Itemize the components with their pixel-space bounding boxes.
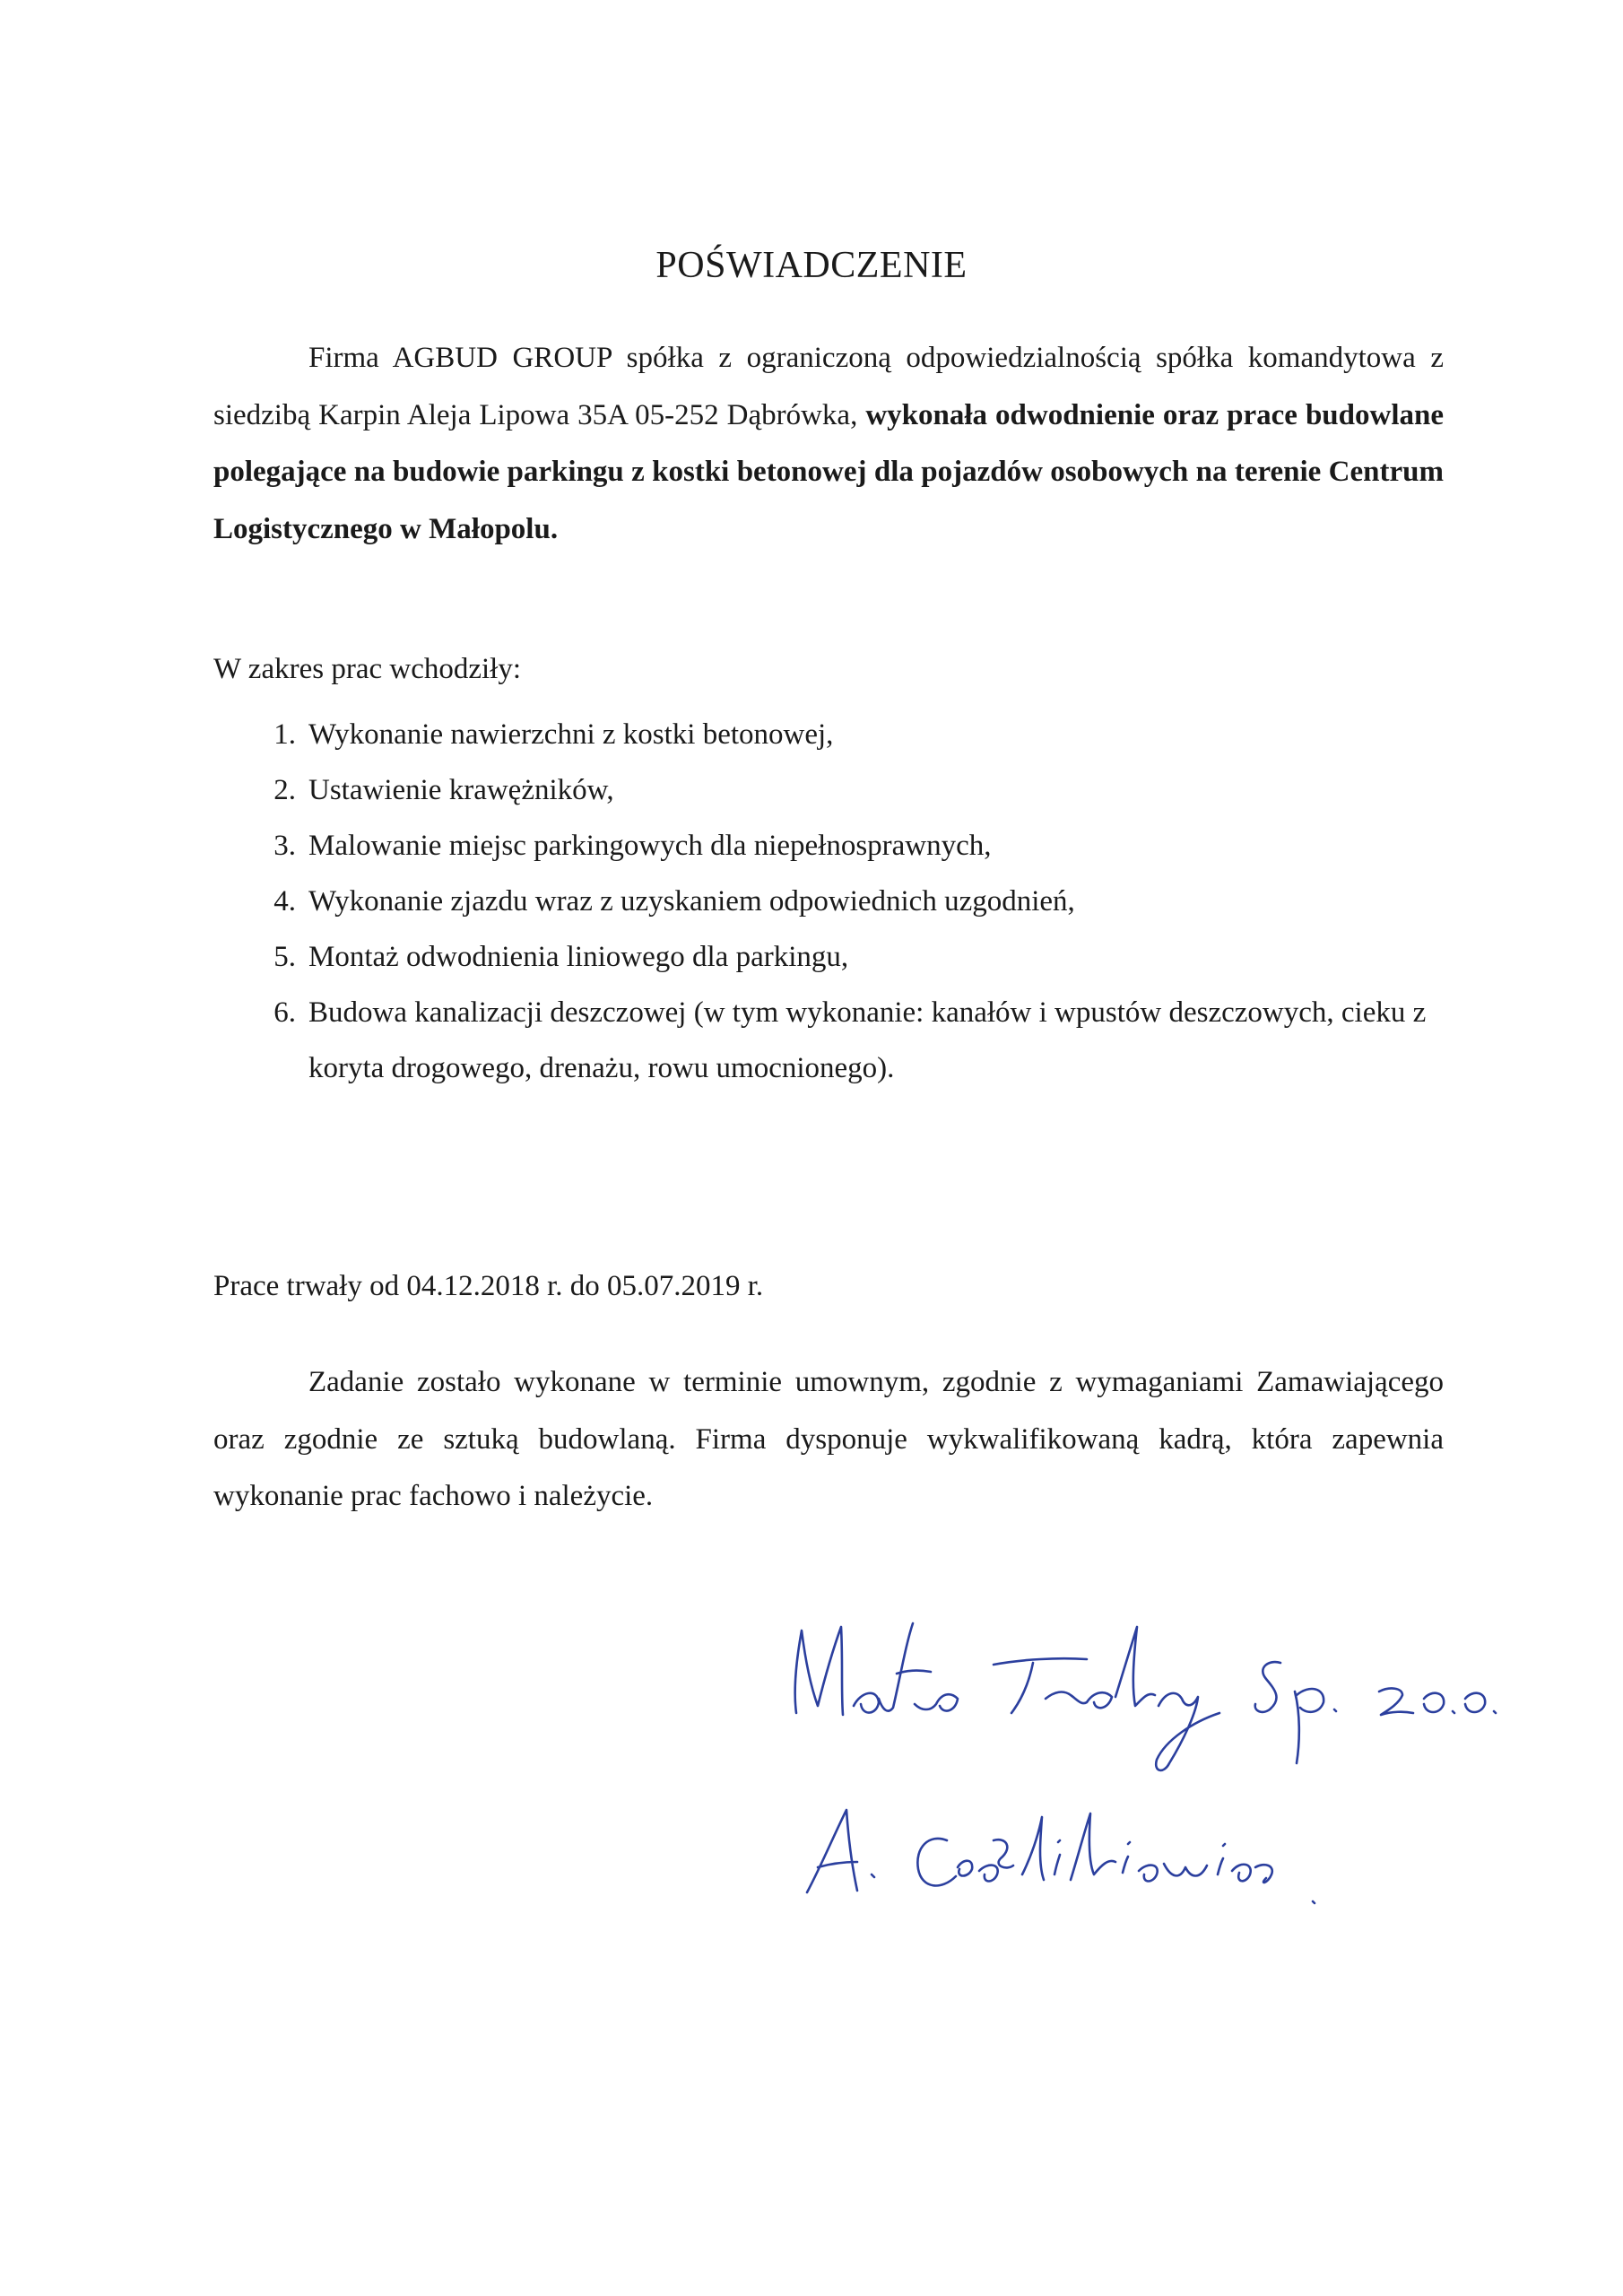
scope-item-number: 2. xyxy=(273,774,296,806)
scope-item-number: 5. xyxy=(273,941,296,973)
scope-item-text: Wykonanie zjazdu wraz z uzyskaniem odpowiednich uzgodnień, xyxy=(308,885,1075,918)
scope-item-text: Montaż odwodnienia liniowego dla parkingu, xyxy=(308,941,849,973)
scope-item-1 xyxy=(213,707,1444,762)
signature-word-malta xyxy=(854,1623,958,1713)
scope-item-number: 6. xyxy=(273,996,296,1029)
signature-surname xyxy=(917,1813,1315,1903)
scope-item-number: 1. xyxy=(273,718,296,751)
scope-item-text: Ustawienie krawężników, xyxy=(308,774,614,806)
scope-item-text: Budowa kanalizacji deszczowej (w tym wykonanie: kanałów i wpustów deszczowych, cieku z koryta drogowego, drenażu, rowu umocnionego). xyxy=(308,996,1427,1084)
scope-item-5 xyxy=(213,929,1444,985)
scope-item-6 xyxy=(213,985,1444,1096)
intro-paragraph xyxy=(213,330,1444,558)
document-title: POŚWIADCZENIE xyxy=(655,245,968,286)
signature-word-malta xyxy=(795,1627,843,1715)
scope-list xyxy=(213,707,1444,1096)
scope-item-number: 3. xyxy=(273,830,296,862)
scope-item-text: Malowanie miejsc parkingowych dla niepełnosprawnych, xyxy=(308,830,992,862)
intro-bold-text: wykonała odwodnienie oraz prace budowlane polegające na budowie parkingu z kostki betonowej dla pojazdów osobowych na terenie Centrum Logistycznego w Małopolu. xyxy=(213,398,1445,545)
signature-word-trading xyxy=(994,1627,1219,1770)
signature-word-sp xyxy=(1255,1662,1336,1763)
signature-word-zoo xyxy=(1379,1689,1496,1715)
scope-item-2 xyxy=(213,762,1444,818)
scope-item-number: 4. xyxy=(273,885,296,918)
scope-item-text: Wykonanie nawierzchni z kostki betonowej, xyxy=(308,718,834,751)
closing-paragraph: Zadanie zostało wykonane w terminie umownym, zgodnie z wymaganiami Zamawiającego oraz zgodnie ze sztuką budowlaną. Firma dysponuje wykwalifikowaną kadrą, która zapewnia wykonanie prac fachowo i należycie. xyxy=(213,1366,1444,1512)
work-duration: Prace trwały od 04.12.2018 r. do 05.07.2019 r. xyxy=(213,1270,764,1302)
scope-heading: W zakres prac wchodziły: xyxy=(213,653,521,685)
handwritten-signature xyxy=(771,1605,1506,1928)
scope-item-4 xyxy=(213,874,1444,929)
intro-plain-text: Firma AGBUD GROUP spółka z ograniczoną odpowiedzialnością spółka komandytowa z siedzibą Karpin Aleja Lipowa 35A 05-252 Dąbrówka, xyxy=(213,342,1444,431)
signature-initial-a xyxy=(807,1810,874,1892)
scope-item-3 xyxy=(213,818,1444,874)
